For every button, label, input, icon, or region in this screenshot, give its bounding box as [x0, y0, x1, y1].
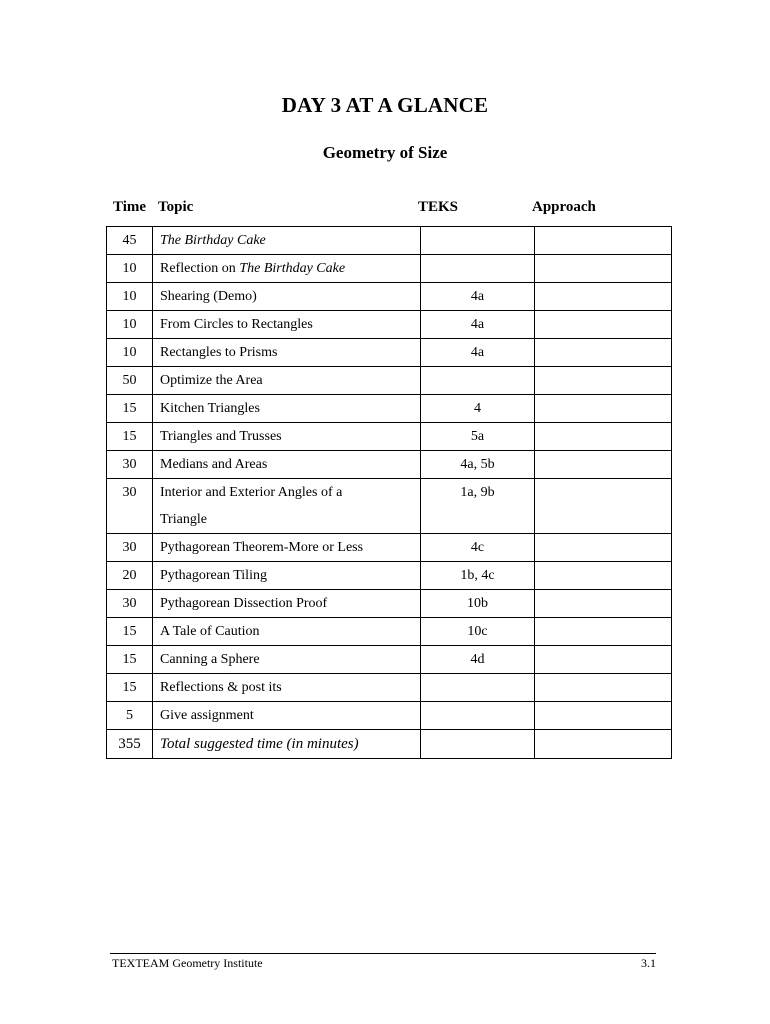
- row-topic-italic: The Birthday Cake: [160, 233, 266, 248]
- table-row: [107, 339, 672, 367]
- row-topic-text: Pythagorean Theorem-More or Less: [160, 540, 364, 555]
- row-topic-text: Pythagorean Tiling: [160, 568, 267, 583]
- table-row: [107, 479, 672, 534]
- row-time: 15: [107, 618, 153, 646]
- row-time: 15: [107, 674, 153, 702]
- header-time: Time: [113, 199, 147, 215]
- table-row: [107, 395, 672, 423]
- row-topic-text: Medians and Areas: [160, 457, 268, 472]
- footer-rule: [110, 953, 656, 954]
- row-approach: [535, 674, 672, 702]
- page-title: DAY 3 AT A GLANCE: [281, 93, 489, 117]
- row-time: 15: [107, 423, 153, 451]
- row-teks: 10b: [421, 590, 535, 618]
- row-time: 20: [107, 562, 153, 590]
- row-teks: [421, 367, 535, 395]
- row-approach: [535, 702, 672, 730]
- table-row: [107, 674, 672, 702]
- header-teks: TEKS: [418, 199, 459, 215]
- row-topic: [153, 339, 421, 367]
- row-topic: [153, 590, 421, 618]
- row-approach: [535, 451, 672, 479]
- row-topic-italic: The Birthday Cake: [239, 261, 346, 276]
- schedule-body: [107, 227, 672, 759]
- row-teks: [421, 702, 535, 730]
- row-time: 30: [107, 479, 153, 534]
- table-row: [107, 646, 672, 674]
- row-approach: [535, 227, 672, 255]
- row-teks: 4d: [421, 646, 535, 674]
- row-approach: [535, 367, 672, 395]
- row-time: 10: [107, 283, 153, 311]
- row-time: 10: [107, 339, 153, 367]
- row-topic-text: Pythagorean Dissection Proof: [160, 596, 328, 611]
- row-topic: [153, 674, 421, 702]
- row-topic-text: Triangles and Trusses: [160, 429, 282, 444]
- row-teks: 5a: [421, 423, 535, 451]
- row-topic-text: A Tale of Caution: [160, 624, 260, 639]
- row-topic-text: Kitchen Triangles: [160, 401, 260, 416]
- row-time: 15: [107, 395, 153, 423]
- table-row: [107, 227, 672, 255]
- row-time: 50: [107, 367, 153, 395]
- row-teks: [421, 255, 535, 283]
- row-topic: [153, 702, 421, 730]
- row-approach: [535, 255, 672, 283]
- row-teks: 4a: [421, 339, 535, 367]
- row-teks: 4a: [421, 283, 535, 311]
- row-topic: [153, 479, 421, 534]
- table-row: [107, 255, 672, 283]
- row-topic-text: Rectangles to Prisms: [160, 345, 278, 360]
- row-topic: [153, 255, 421, 283]
- row-topic: [153, 562, 421, 590]
- row-teks: [421, 227, 535, 255]
- table-row: [107, 367, 672, 395]
- row-approach: [535, 311, 672, 339]
- table-row: [107, 451, 672, 479]
- row-topic: [153, 227, 421, 255]
- row-topic: [153, 646, 421, 674]
- table-row: [107, 562, 672, 590]
- row-topic-text: Optimize the Area: [160, 373, 263, 388]
- row-approach: [535, 423, 672, 451]
- row-approach: [535, 283, 672, 311]
- row-time: 45: [107, 227, 153, 255]
- row-approach: [535, 590, 672, 618]
- row-approach: [535, 618, 672, 646]
- row-teks: 1a, 9b: [421, 479, 535, 534]
- row-teks: [421, 674, 535, 702]
- row-topic-text: Canning a Sphere: [160, 652, 260, 667]
- row-approach: [535, 395, 672, 423]
- row-time: 10: [107, 255, 153, 283]
- row-topic-text-line2: Triangle: [160, 512, 207, 527]
- total-row: [107, 730, 672, 759]
- table-row: [107, 590, 672, 618]
- row-teks: 1b, 4c: [421, 562, 535, 590]
- total-time: 355: [107, 730, 153, 759]
- table-row: [107, 534, 672, 562]
- row-time: 5: [107, 702, 153, 730]
- row-teks: 4c: [421, 534, 535, 562]
- row-teks: 10c: [421, 618, 535, 646]
- row-teks: 4: [421, 395, 535, 423]
- row-time: 30: [107, 590, 153, 618]
- row-teks: 4a: [421, 311, 535, 339]
- table-row: [107, 423, 672, 451]
- footer-institute: TEXTEAM Geometry Institute: [112, 956, 263, 970]
- row-approach: [535, 534, 672, 562]
- row-approach: [535, 646, 672, 674]
- row-topic: [153, 451, 421, 479]
- row-approach: [535, 562, 672, 590]
- row-topic-text: Interior and Exterior Angles of a: [160, 485, 343, 500]
- row-topic: [153, 283, 421, 311]
- total-label: Total suggested time (in minutes): [153, 730, 421, 759]
- row-teks: 4a, 5b: [421, 451, 535, 479]
- table-row: [107, 618, 672, 646]
- row-topic-text: From Circles to Rectangles: [160, 317, 313, 332]
- header-approach: Approach: [532, 199, 596, 215]
- row-approach: [535, 479, 672, 534]
- row-topic-text: Shearing (Demo): [160, 289, 257, 304]
- row-topic-text: Give assignment: [160, 708, 254, 723]
- row-time: 15: [107, 646, 153, 674]
- page-subtitle: Geometry of Size: [322, 143, 448, 162]
- row-topic: [153, 618, 421, 646]
- row-approach: [535, 339, 672, 367]
- total-approach: [535, 730, 672, 759]
- row-time: 10: [107, 311, 153, 339]
- header-topic: Topic: [158, 199, 194, 215]
- row-topic-text: Reflection on: [160, 261, 240, 276]
- row-time: 30: [107, 534, 153, 562]
- row-topic-text: Reflections & post its: [160, 680, 282, 695]
- footer-page-number: 3.1: [641, 956, 656, 970]
- row-topic: [153, 423, 421, 451]
- row-topic: [153, 311, 421, 339]
- table-row: [107, 283, 672, 311]
- table-row: [107, 702, 672, 730]
- table-row: [107, 311, 672, 339]
- row-topic: [153, 395, 421, 423]
- row-time: 30: [107, 451, 153, 479]
- row-topic: [153, 367, 421, 395]
- total-teks: [421, 730, 535, 759]
- schedule-table: [106, 226, 672, 759]
- row-topic: [153, 534, 421, 562]
